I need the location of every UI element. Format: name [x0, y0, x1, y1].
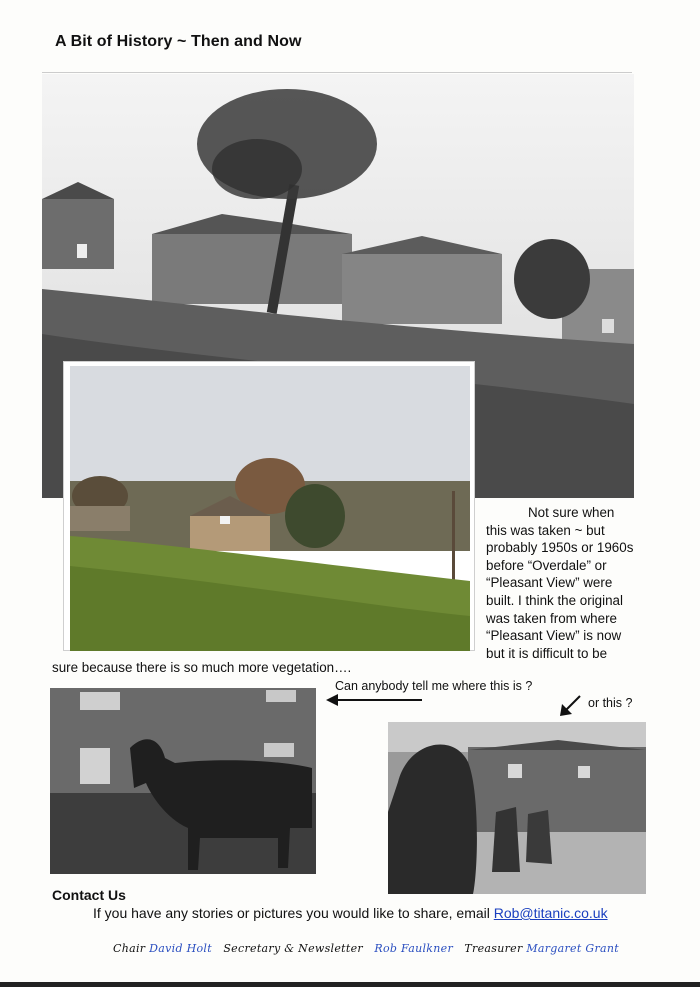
contact-message: If you have any stories or pictures you would like to share, email [93, 905, 494, 921]
secretary-label: Secretary & Newsletter [223, 942, 363, 955]
page-title: A Bit of History ~ Then and Now [55, 33, 302, 50]
standing-stones-photo [388, 722, 646, 894]
caption-tail: sure because there is so much more vegetation…. [52, 660, 352, 675]
caption-line: built. I think the original [486, 592, 623, 608]
chair-label: Chair [113, 942, 146, 955]
contact-email-link[interactable]: Rob@titanic.co.uk [493, 905, 608, 921]
arrow-left-icon [326, 693, 424, 707]
caption-line: Not sure when [528, 505, 615, 520]
photo-caption [486, 504, 661, 662]
treasurer-label: Treasurer [464, 942, 523, 955]
modern-village-photo [63, 361, 475, 651]
caption-line: “Pleasant View” were [486, 575, 613, 591]
treasurer-name: Margaret Grant [526, 942, 619, 955]
question-second: or this ? [588, 696, 633, 710]
caption-line: was taken from where [486, 610, 617, 626]
committee-footer [113, 942, 619, 955]
secretary-name: Rob Faulkner [374, 942, 453, 955]
horse-photo [50, 688, 316, 874]
caption-line: this was taken ~ but [486, 522, 605, 538]
caption-line: but it is difficult to be [486, 645, 608, 661]
question-first: Can anybody tell me where this is ? [335, 679, 533, 693]
chair-name: David Holt [149, 942, 212, 955]
caption-line: probably 1950s or 1960s [486, 540, 634, 556]
title-divider [42, 72, 632, 73]
page-bottom-edge [0, 982, 700, 987]
caption-line: “Pleasant View” is now [486, 628, 622, 644]
contact-text [93, 905, 608, 921]
contact-heading: Contact Us [52, 887, 126, 903]
caption-line: before “Overdale” or [486, 557, 607, 573]
arrow-down-left-icon [558, 694, 584, 718]
